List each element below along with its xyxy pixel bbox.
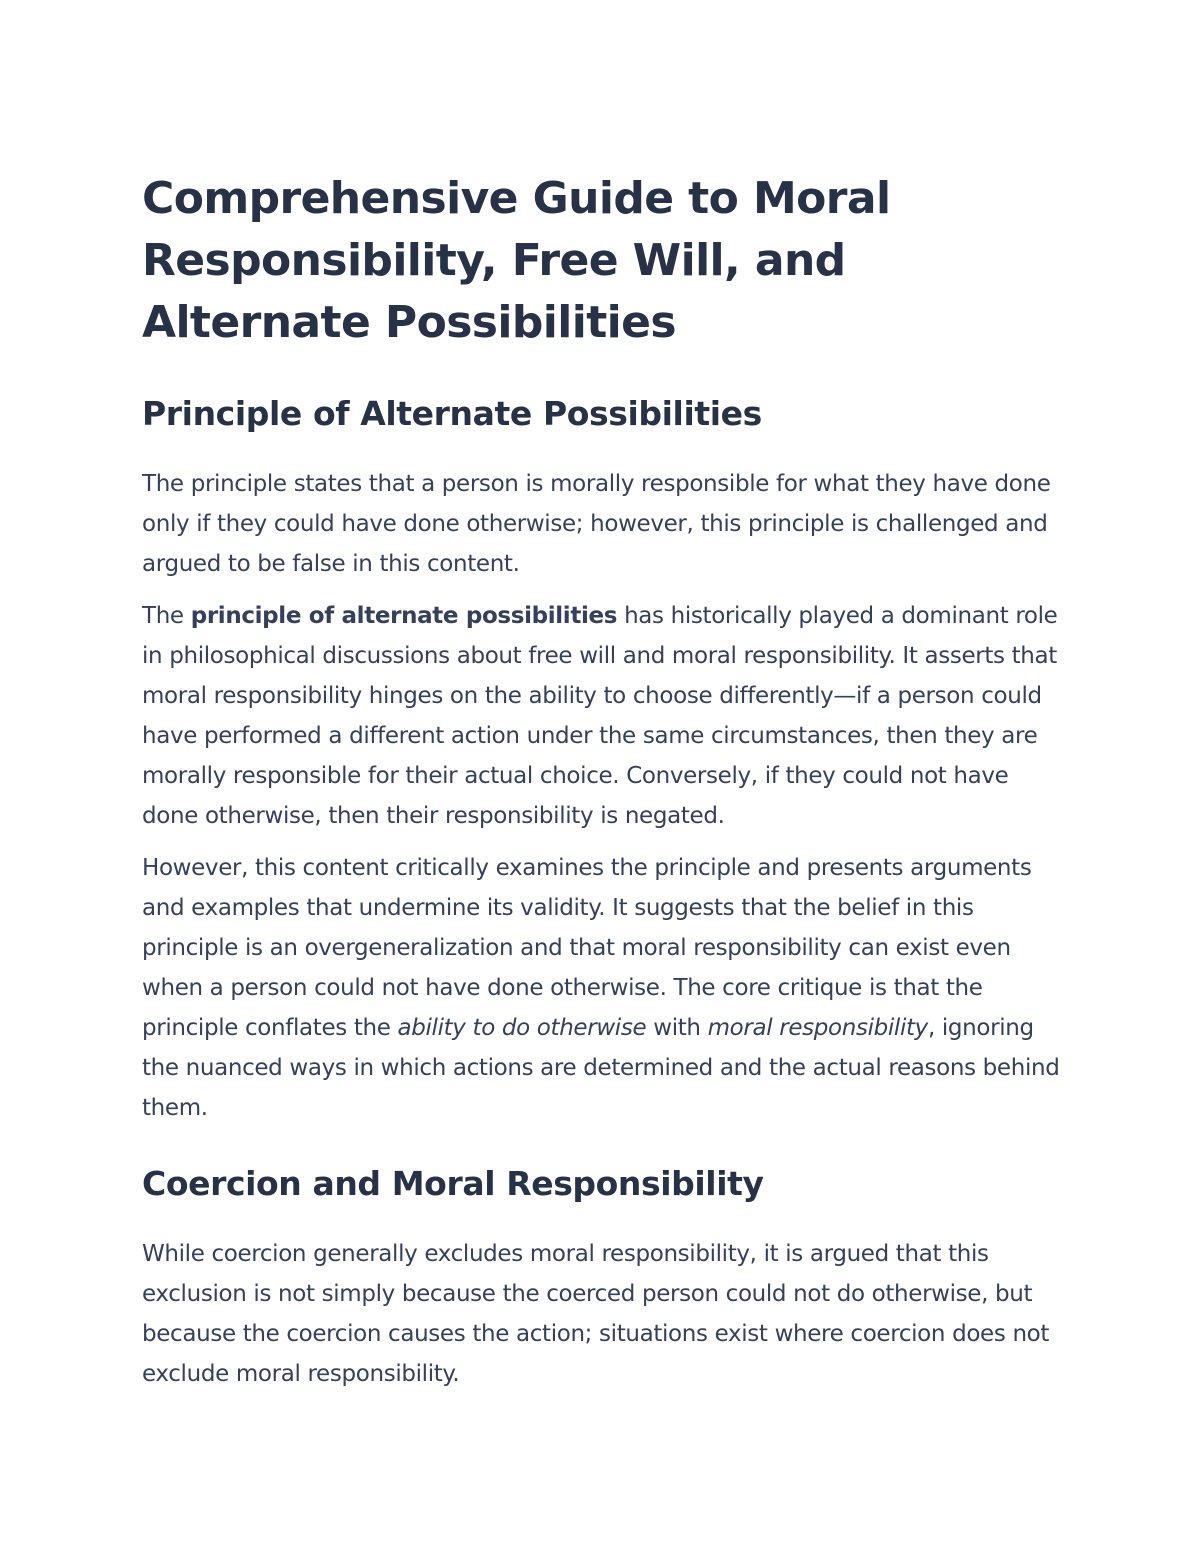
text-span: However, this content critically examines the principle and presents arguments and examples that undermine its validity. It suggests that the belief in this principle is an overgeneralization and that moral responsibility can exist even when a person could not have done otherwise. The core critique is that the principle conflates the bbox=[142, 855, 1032, 1041]
bold-term: principle of alternate possibilities bbox=[190, 603, 618, 629]
document-page bbox=[142, 168, 1062, 1394]
italic-term: moral responsibility bbox=[707, 1015, 928, 1041]
italic-term: ability to do otherwise bbox=[397, 1015, 647, 1041]
text-span: , ignoring the nuanced ways in which actions are determined and the actual reasons behind them. bbox=[142, 1015, 1060, 1121]
page-title: Comprehensive Guide to Moral Responsibility, Free Will, and Alternate Possibilities bbox=[142, 173, 891, 348]
section-heading-alternate-possibilities: Principle of Alternate Possibilities bbox=[142, 394, 762, 433]
section-heading-coercion: Coercion and Moral Responsibility bbox=[142, 1164, 764, 1203]
paragraph-principle-critique bbox=[142, 848, 1062, 1128]
paragraph-principle-history bbox=[142, 596, 1062, 836]
text-span: with bbox=[646, 1015, 708, 1041]
paragraph-principle-summary: The principle states that a person is morally responsible for what they have done only if they could have done otherwise; however, this principle is challenged and argued to be false in this content. bbox=[142, 471, 1051, 577]
text-span: has historically played a dominant role in philosophical discussions about free will and moral responsibility. It asserts that moral responsibility hinges on the ability to choose differently—if a person could have performed a different action under the same circumstances, then they are morally responsible for their actual choice. Conversely, if they could not have done otherwise, then their responsibility is negated. bbox=[142, 603, 1058, 829]
paragraph-coercion-summary: While coercion generally excludes moral responsibility, it is argued that this exclusion is not simply because the coerced person could not do otherwise, but because the coercion causes the action; situations exist where coercion does not exclude moral responsibility. bbox=[142, 1241, 1050, 1387]
text-span: The bbox=[142, 603, 191, 629]
